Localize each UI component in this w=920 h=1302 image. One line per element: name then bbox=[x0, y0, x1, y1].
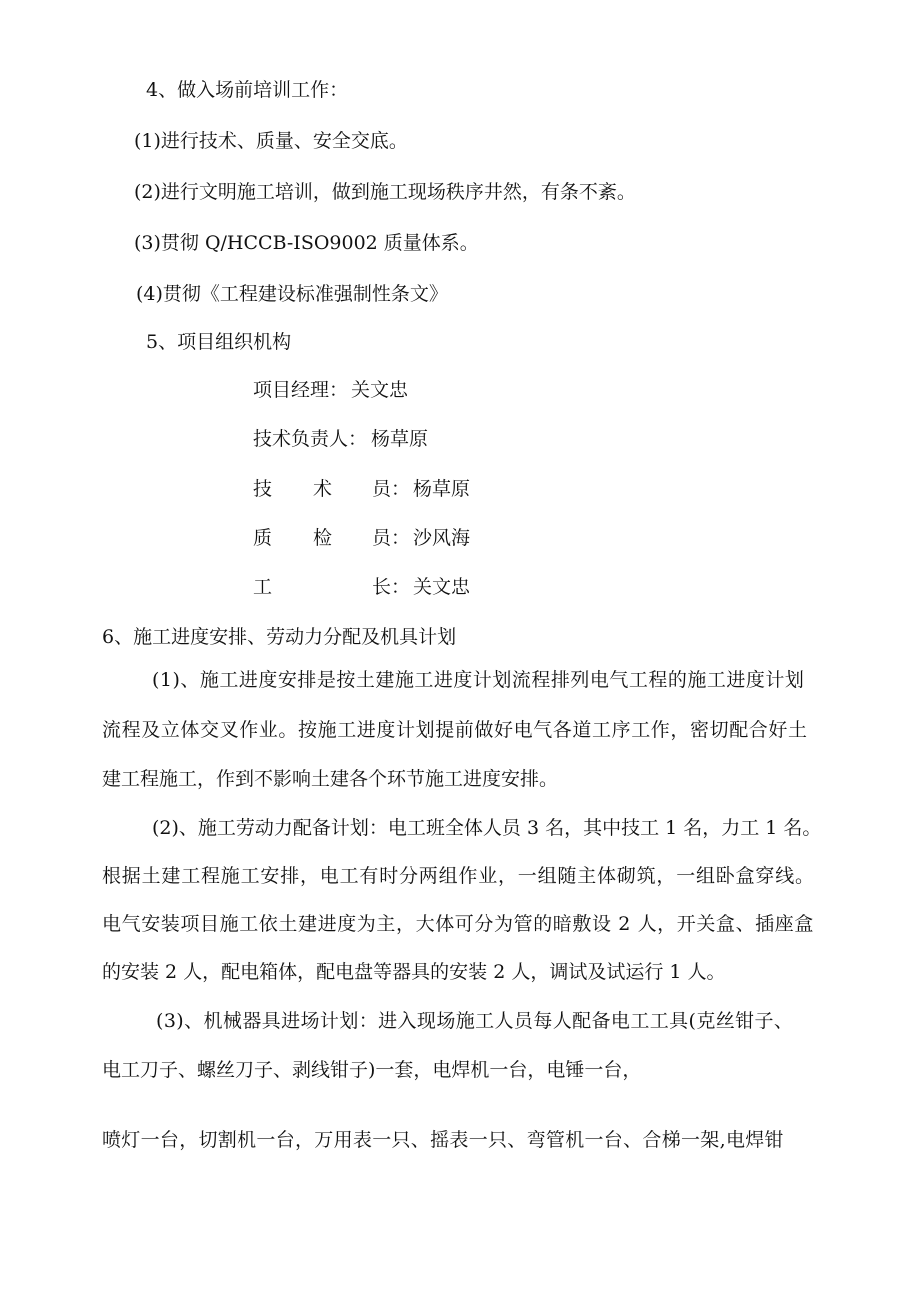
role-name: 沙风海 bbox=[413, 527, 471, 549]
section6-p3-line-2: 电工刀子、螺丝刀子、剥线钳子)一套，电焊机一台，电锤一台， bbox=[102, 1059, 642, 1081]
role-name: 杨草原 bbox=[371, 428, 429, 450]
section6-p1-line-3: 建工程施工，作到不影响土建各个环节施工进度安排。 bbox=[102, 768, 559, 790]
role-label-part: 检 bbox=[313, 527, 333, 549]
role-name: 关文忠 bbox=[351, 379, 409, 401]
role-label-part: 长： bbox=[372, 576, 411, 598]
section6-p2-line-3: 电气安装项目施工依土建进度为主，大体可分为管的暗敷设 2 人，开关盒、插座盒 bbox=[102, 913, 814, 935]
role-label-part: 员： bbox=[372, 478, 411, 500]
role-label-part: 员： bbox=[372, 527, 411, 549]
section4-item-1: (1)进行技术、质量、安全交底。 bbox=[134, 130, 408, 152]
role-label-part: 术 bbox=[313, 478, 333, 500]
role-label: 技术负责人： bbox=[253, 428, 368, 450]
section6-heading: 6、施工进度安排、劳动力分配及机具计划 bbox=[102, 626, 457, 648]
section4-item-2: (2)进行文明施工培训，做到施工现场秩序井然，有条不紊。 bbox=[134, 181, 636, 203]
role-label: 项目经理： bbox=[253, 379, 349, 401]
section4-item-4: (4)贯彻《工程建设标准强制性条文》 bbox=[136, 283, 448, 305]
role-label-part: 技 bbox=[253, 478, 273, 500]
role-label-part: 工 bbox=[253, 576, 273, 598]
section6-p4-line-1: 喷灯一台，切割机一台，万用表一只、摇表一只、弯管机一台、合梯一架,电焊钳 bbox=[102, 1129, 784, 1151]
role-name: 关文忠 bbox=[413, 576, 471, 598]
section6-p2-line-2: 根据土建工程施工安排，电工有时分两组作业，一组随主体砌筑，一组卧盒穿线。 bbox=[102, 865, 815, 887]
section6-p1-line-2: 流程及立体交叉作业。按施工进度计划提前做好电气各道工序工作，密切配合好土 bbox=[102, 719, 808, 741]
role-label-part: 质 bbox=[253, 527, 273, 549]
section4-item-3: (3)贯彻 Q/HCCB-ISO9002 质量体系。 bbox=[134, 232, 479, 254]
role-name: 杨草原 bbox=[413, 478, 471, 500]
section5-heading: 5、项目组织机构 bbox=[146, 331, 292, 353]
section6-p3-line-1: (3)、机械器具进场计划：进入现场施工人员每人配备电工工具(克丝钳子、 bbox=[156, 1010, 794, 1032]
section6-p2-line-1: (2)、施工劳动力配备计划：电工班全体人员 3 名，其中技工 1 名，力工 1 名。 bbox=[152, 817, 822, 839]
section4-heading: 4、做入场前培训工作： bbox=[146, 79, 349, 101]
section6-p2-line-4: 的安装 2 人，配电箱体，配电盘等器具的安装 2 人，调试及试运行 1 人。 bbox=[102, 961, 726, 983]
section6-p1-line-1: (1)、施工进度安排是按土建施工进度计划流程排列电气工程的施工进度计划 bbox=[152, 669, 805, 691]
